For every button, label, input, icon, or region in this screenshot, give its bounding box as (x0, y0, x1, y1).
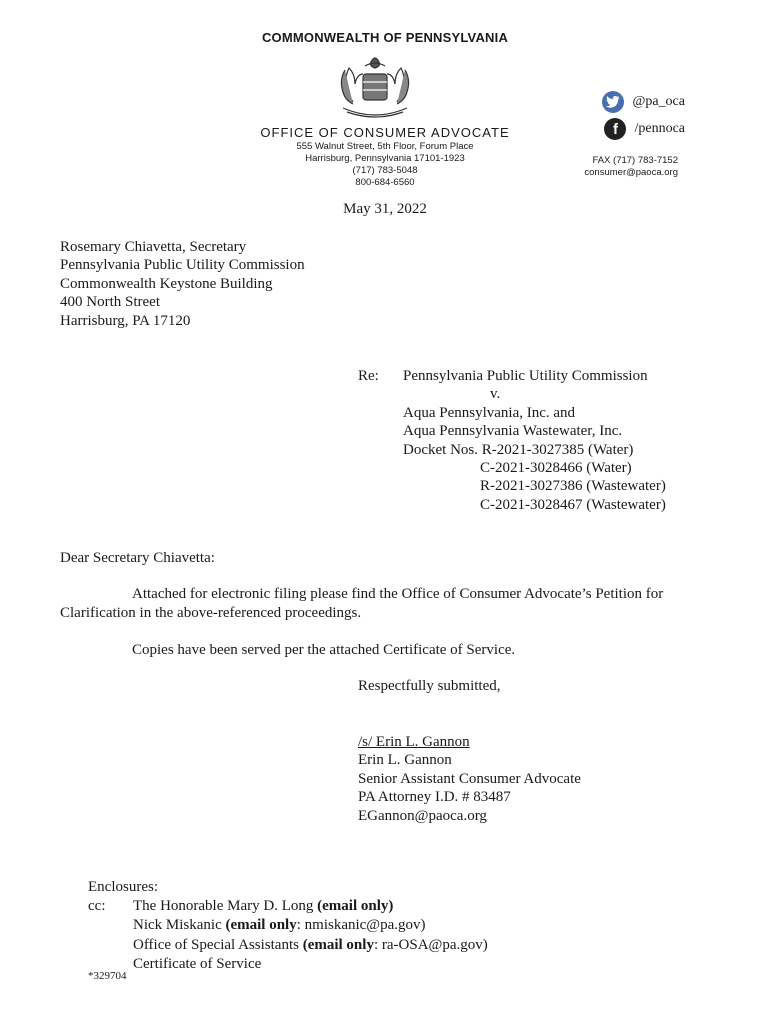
re-party: Aqua Pennsylvania, Inc. and (403, 404, 576, 421)
office-email: consumer@paoca.org (584, 167, 678, 178)
signer-name: Erin L. Gannon (358, 752, 452, 769)
recipient-address (60, 238, 305, 330)
cc-name: Nick Miskanic (133, 917, 226, 934)
twitter-icon (602, 91, 624, 113)
signer-email: EGannon@paoca.org (358, 807, 487, 824)
re-party: Aqua Pennsylvania Wastewater, Inc. (403, 423, 623, 440)
cc-email: : ra-OSA@pa.gov) (373, 936, 488, 953)
cc-item: Certificate of Service (133, 956, 262, 973)
office-phone: (717) 783-5048 (352, 165, 418, 176)
salutation: Dear Secretary Chiavetta: (60, 550, 215, 566)
re-label: Re: (358, 368, 379, 384)
cc-note: (email only (225, 917, 297, 934)
pennsylvania-seal-icon (325, 52, 425, 124)
re-docket: C-2021-3028466 (Water) (480, 459, 632, 476)
recipient-line: 400 North Street (60, 294, 160, 311)
twitter-contact (602, 91, 685, 113)
cc-item (133, 936, 488, 955)
facebook-icon: f (604, 118, 626, 140)
re-docket: C-2021-3028467 (Wastewater) (480, 496, 666, 513)
cc-list (133, 897, 488, 975)
recipient-line: Commonwealth Keystone Building (60, 275, 273, 292)
re-versus: v. (490, 386, 501, 403)
letter-date: May 31, 2022 (343, 201, 427, 217)
org-title: COMMONWEALTH OF PENNSYLVANIA (261, 30, 509, 45)
office-address-line: 555 Walnut Street, 5th Floor, Forum Place (296, 141, 474, 152)
re-docket: R-2021-3027386 (Wastewater) (480, 478, 666, 495)
document-id: *329704 (88, 970, 127, 982)
body-paragraph: Copies have been served per the attached Certificate of Service. (132, 642, 516, 658)
cc-item (133, 916, 488, 935)
cc-name: Office of Special Assistants (133, 936, 303, 953)
re-party: Pennsylvania Public Utility Commission (403, 368, 648, 384)
fax-number: FAX (717) 783-7152 (592, 155, 678, 166)
facebook-handle: /pennoca (634, 121, 685, 136)
attorney-id: PA Attorney I.D. # 83487 (358, 789, 511, 806)
recipient-line: Pennsylvania Public Utility Commission (60, 257, 305, 274)
body-paragraph: Attached for electronic filing please find the Office of Consumer Advocate’s Petition for Clarification in the above-referenced proceedings. (60, 586, 664, 621)
signature-block (358, 733, 581, 825)
office-toll-free: 800-684-6560 (355, 177, 415, 188)
cc-label: cc: (88, 898, 106, 914)
closing: Respectfully submitted, (358, 678, 501, 694)
twitter-handle: @pa_oca (632, 94, 685, 109)
electronic-signature: /s/ Erin L. Gannon (358, 734, 470, 750)
cc-note: (email only (302, 936, 374, 953)
cc-note: (email only) (317, 898, 394, 914)
enclosures-label: Enclosures: (88, 879, 158, 895)
cc-email: : nmiskanic@pa.gov) (296, 917, 426, 934)
signer-title: Senior Assistant Consumer Advocate (358, 770, 581, 787)
office-address-line: Harrisburg, Pennsylvania 17101-1923 (305, 153, 465, 164)
re-docket: Docket Nos. R-2021-3027385 (Water) (403, 441, 634, 458)
recipient-line: Rosemary Chiavetta, Secretary (60, 239, 247, 255)
cc-name: The Honorable Mary D. Long (133, 898, 318, 914)
office-name: OFFICE OF CONSUMER ADVOCATE (260, 125, 510, 140)
cc-item (133, 897, 488, 916)
re-block (403, 367, 666, 514)
recipient-line: Harrisburg, PA 17120 (60, 312, 191, 329)
facebook-contact (604, 118, 685, 140)
